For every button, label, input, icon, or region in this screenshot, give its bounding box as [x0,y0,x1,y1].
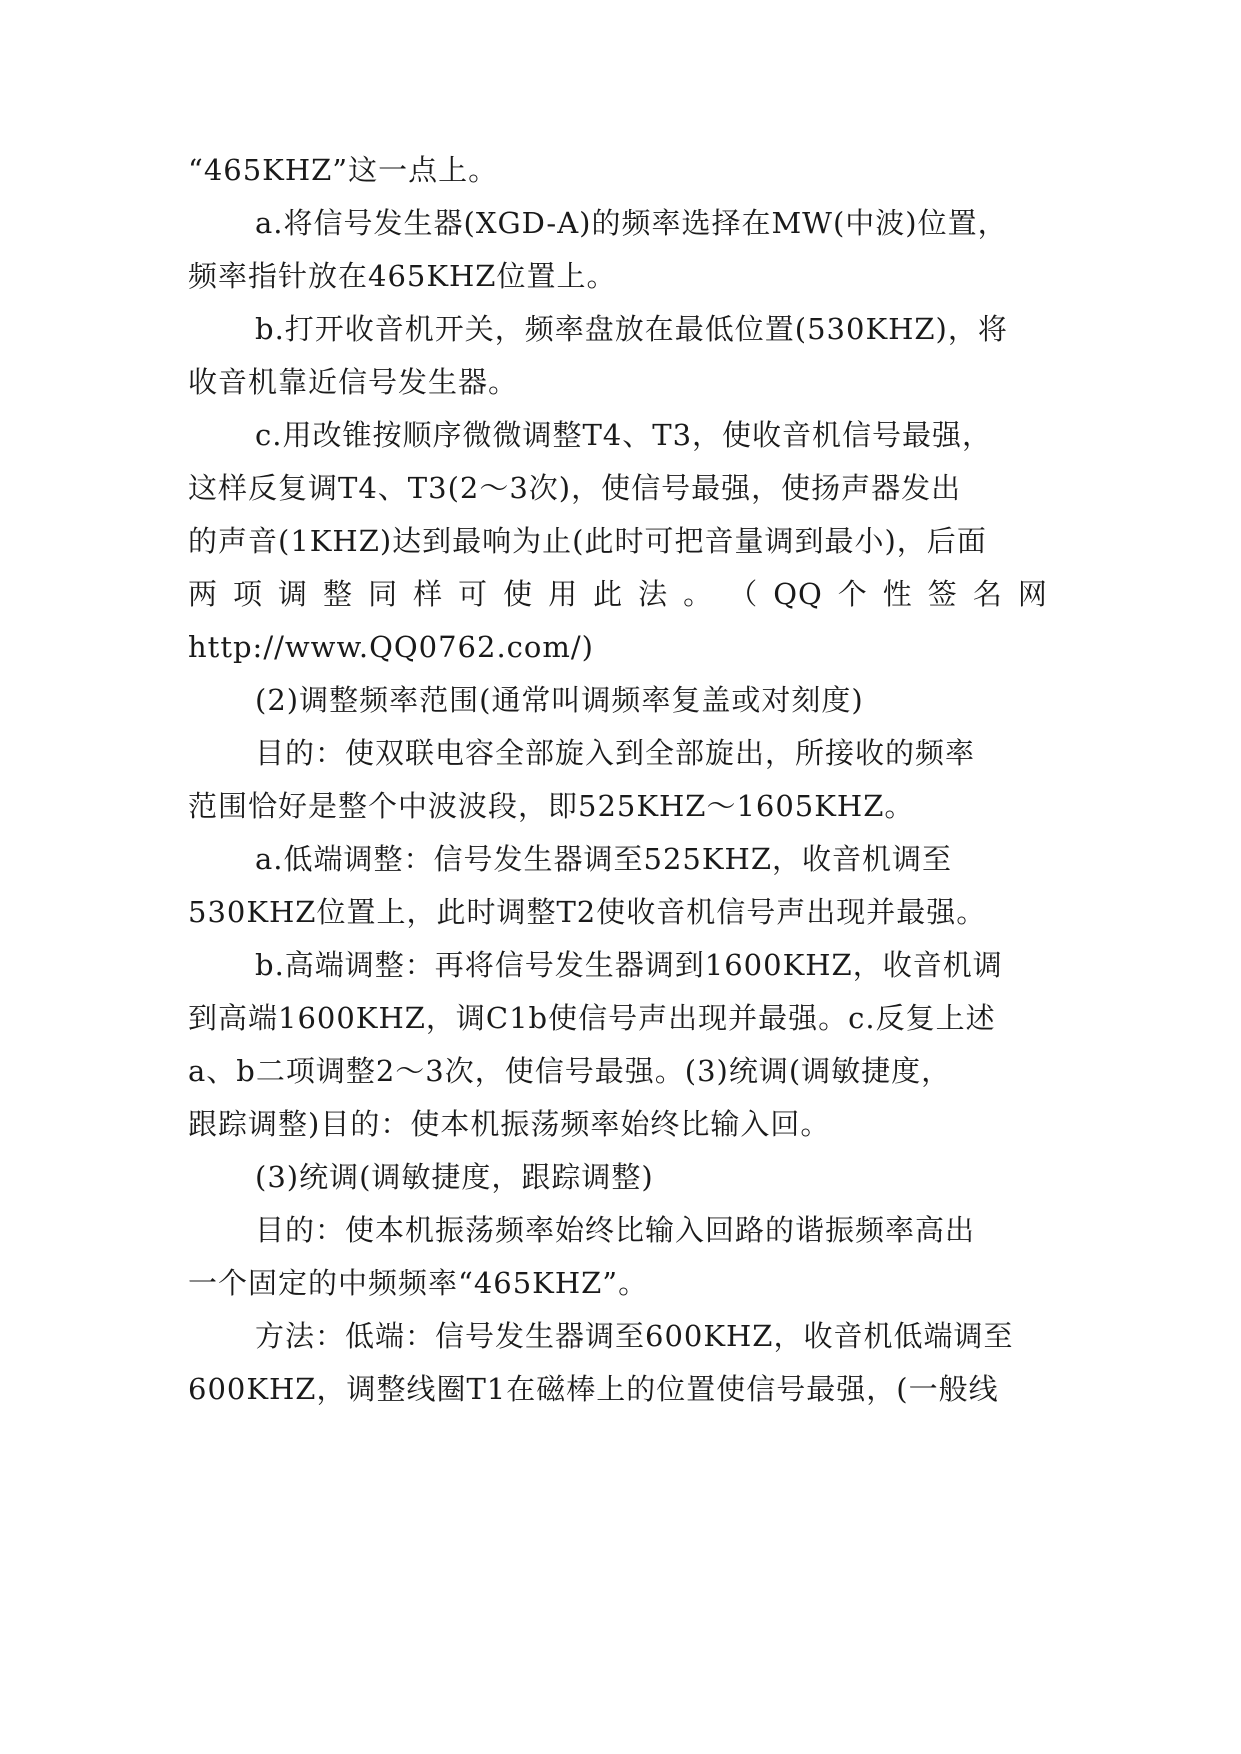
text-line-24: 600KHZ，调整线圈T1在磁棒上的位置使信号最强，(一般线 [188,1372,999,1406]
char: 调 [278,577,309,611]
text-line-13: 范围恰好是整个中波波段，即525KHZ～1605KHZ。 [188,789,915,823]
char: 可 [458,577,489,611]
text-line-20: (3)统调(调敏捷度，跟踪调整) [255,1160,654,1194]
text-line-1: “465KHZ”这一点上。 [188,153,499,187]
text-line-9 [188,574,1048,614]
char: 此 [593,577,624,611]
text-line-11: (2)调整频率范围(通常叫调频率复盖或对刻度) [255,683,864,717]
text-line-6: c.用改锥按顺序微微调整T4、T3，使收音机信号最强， [255,418,993,452]
char: 同 [368,577,399,611]
char: 项 [233,577,264,611]
char: 使 [503,577,534,611]
char: 。 [683,577,714,611]
text-line-17: 到高端1600KHZ，调C1b使信号声出现并最强。c.反复上述 [188,1001,996,1035]
char: 两 [188,577,219,611]
text-line-16: b.高端调整：再将信号发生器调到1600KHZ，收音机调 [255,948,1003,982]
char: 个 [837,577,868,611]
char: 网 [1017,577,1048,611]
char: 整 [323,577,354,611]
text-line-19: 跟踪调整)目的：使本机振荡频率始终比输入回。 [188,1107,831,1141]
text-line-23: 方法：低端：信号发生器调至600KHZ，收音机低端调至 [255,1319,1014,1353]
char: 性 [882,577,913,611]
char: 签 [927,577,958,611]
char: 名 [972,577,1003,611]
char: QQ [773,577,823,611]
char: 法 [638,577,669,611]
text-line-8: 的声音(1KHZ)达到最响为止(此时可把音量调到最小)，后面 [188,524,987,558]
text-line-14: a.低端调整：信号发生器调至525KHZ，收音机调至 [255,842,952,876]
text-line-21: 目的：使本机振荡频率始终比输入回路的谐振频率高出 [255,1213,976,1247]
char: （ [728,577,759,611]
char: 样 [413,577,444,611]
text-line-18: a、b二项调整2～3次，使信号最强。(3)统调(调敏捷度， [188,1054,952,1088]
text-line-7: 这样反复调T4、T3(2～3次)，使信号最强，使扬声器发出 [188,471,962,505]
text-line-10: http://www.QQ0762.com/) [188,630,594,664]
text-line-5: 收音机靠近信号发生器。 [188,365,519,399]
text-line-4: b.打开收音机开关，频率盘放在最低位置(530KHZ)，将 [255,312,1008,346]
char: 用 [548,577,579,611]
text-line-3: 频率指针放在465KHZ位置上。 [188,259,617,293]
text-line-12: 目的：使双联电容全部旋入到全部旋出，所接收的频率 [255,736,976,770]
text-line-2: a.将信号发生器(XGD-A)的频率选择在MW(中波)位置， [255,206,1008,240]
text-line-22: 一个固定的中频频率“465KHZ”。 [188,1266,649,1300]
text-line-15: 530KHZ位置上，此时调整T2使收音机信号声出现并最强。 [188,895,987,929]
